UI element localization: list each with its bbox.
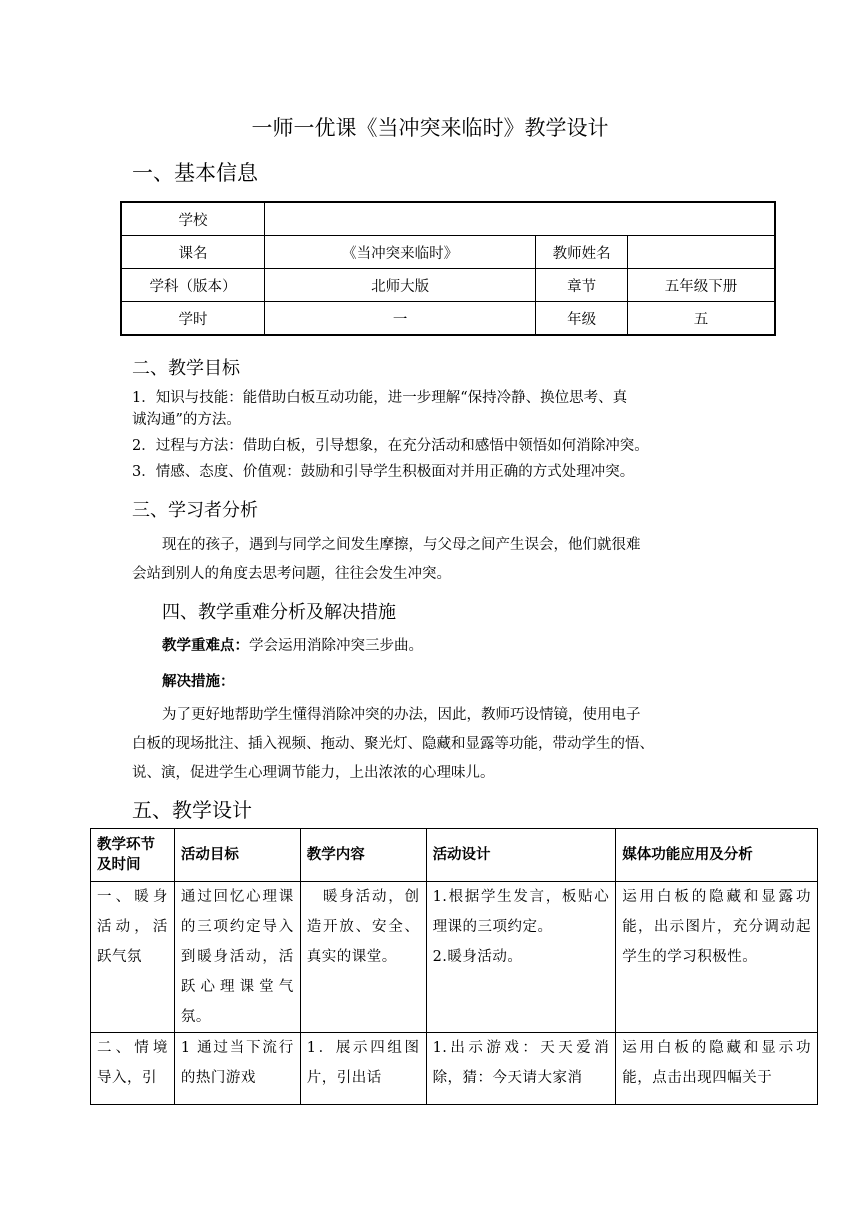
- stage-text: 一、暖身活动，活跃气氛: [97, 889, 168, 965]
- table-cell: 五年级下册: [627, 269, 775, 302]
- design-item-1: 1.根据学生发言，板贴心理课的三项约定。: [432, 889, 610, 935]
- media-text: 运用白板的隐藏和显示功能，点击出现四幅关于: [622, 1040, 811, 1086]
- column-header: 教学环节及时间: [91, 829, 175, 882]
- table-cell: 教师姓名: [536, 236, 628, 269]
- table-cell: [300, 882, 426, 1033]
- table-cell: [265, 202, 775, 236]
- table-cell: 学科（版本）: [121, 269, 265, 302]
- table-cell: 五: [627, 302, 775, 336]
- column-header: 媒体功能应用及分析: [616, 829, 818, 882]
- table-cell: 课名: [121, 236, 265, 269]
- objective-2: 2．过程与方法：借助白板，引导想象，在充分活动和感悟中领悟如何消除冲突。: [132, 438, 649, 454]
- table-cell: 学时: [121, 302, 265, 336]
- section-heading-learner-analysis: 三、学习者分析: [132, 500, 258, 521]
- table-cell: [627, 236, 775, 269]
- key-points-line: [162, 635, 423, 657]
- learner-analysis-line-1: 现在的孩子，遇到与同学之间发生摩擦，与父母之间产生误会，他们就很难: [162, 537, 641, 553]
- content-text: 暖身活动，创造开放、安全、真实的课堂。: [306, 889, 420, 965]
- key-points-text: 学会运用消除冲突三步曲。: [249, 638, 423, 654]
- table-header-row: [91, 829, 818, 882]
- table-cell: [174, 1033, 300, 1105]
- objective-3: 3．情感、态度、价值观：鼓励和引导学生积极面对并用正确的方式处理冲突。: [132, 464, 635, 480]
- measures-line-2: 白板的现场批注、插入视频、拖动、聚光灯、隐藏和显露等功能，带动学生的悟、: [132, 736, 654, 752]
- table-cell: [174, 882, 300, 1033]
- table-cell: [91, 882, 175, 1033]
- section-heading-key-points: 四、教学重难分析及解决措施: [162, 602, 396, 623]
- table-row: [121, 236, 775, 269]
- table-cell: 年级: [536, 302, 628, 336]
- table-cell: [300, 1033, 426, 1105]
- document-title: 一师一优课《当冲突来临时》教学设计: [251, 116, 609, 140]
- goal-text: 通过回忆心理课的三项约定导入到暖身活动，活跃心理课堂气氛。: [180, 889, 294, 1025]
- measures-label: 解决措施：: [162, 674, 235, 690]
- measures-line-1: 为了更好地帮助学生懂得消除冲突的办法，因此，教师巧设情镜，使用电子: [162, 707, 641, 723]
- column-header: 活动设计: [426, 829, 616, 882]
- goal-text: 1 通过当下流行的热门游戏: [180, 1040, 294, 1086]
- table-row: [91, 882, 818, 1033]
- table-cell: 章节: [536, 269, 628, 302]
- table-cell: [426, 882, 616, 1033]
- objective-1-line-2: 诚沟通”的方法。: [132, 412, 241, 428]
- design-item-2: 2.暖身活动。: [432, 949, 523, 965]
- column-header: 活动目标: [174, 829, 300, 882]
- table-cell: [616, 1033, 818, 1105]
- table-cell: 北师大版: [265, 269, 536, 302]
- table-cell: 一: [265, 302, 536, 336]
- table-row: [91, 1033, 818, 1105]
- table-cell: [91, 1033, 175, 1105]
- table-cell: 《当冲突来临时》: [265, 236, 536, 269]
- table-cell: [616, 882, 818, 1033]
- design-text: 1.出示游戏：天天爱消除，猜：今天请大家消: [432, 1040, 610, 1086]
- table-row: [121, 302, 775, 336]
- table-row: [121, 202, 775, 236]
- measures-line-3: 说、演，促进学生心理调节能力，上出浓浓的心理味儿。: [132, 765, 495, 781]
- section-heading-basic-info: 一、基本信息: [132, 161, 258, 185]
- basic-info-table: [120, 201, 776, 336]
- teaching-design-table: [90, 828, 818, 1105]
- column-header: 教学内容: [300, 829, 426, 882]
- stage-text: 二、情境导入，引: [97, 1040, 168, 1086]
- table-row: [121, 269, 775, 302]
- section-heading-objectives: 二、教学目标: [132, 358, 240, 379]
- table-cell: [426, 1033, 616, 1105]
- media-text: 运用白板的隐藏和显露功能，出示图片，充分调动起学生的学习积极性。: [622, 889, 811, 965]
- learner-analysis-line-2: 会站到别人的角度去思考问题，往往会发生冲突。: [132, 566, 451, 582]
- table-cell: 学校: [121, 202, 265, 236]
- content-text: 1．展示四组图片，引出话: [306, 1040, 420, 1086]
- objective-1-line-1: 1．知识与技能：能借助白板互动功能，进一步理解“保持冷静、换位思考、真: [132, 390, 628, 406]
- key-points-label: 教学重难点：: [162, 638, 249, 654]
- section-heading-teaching-design: 五、教学设计: [132, 798, 252, 822]
